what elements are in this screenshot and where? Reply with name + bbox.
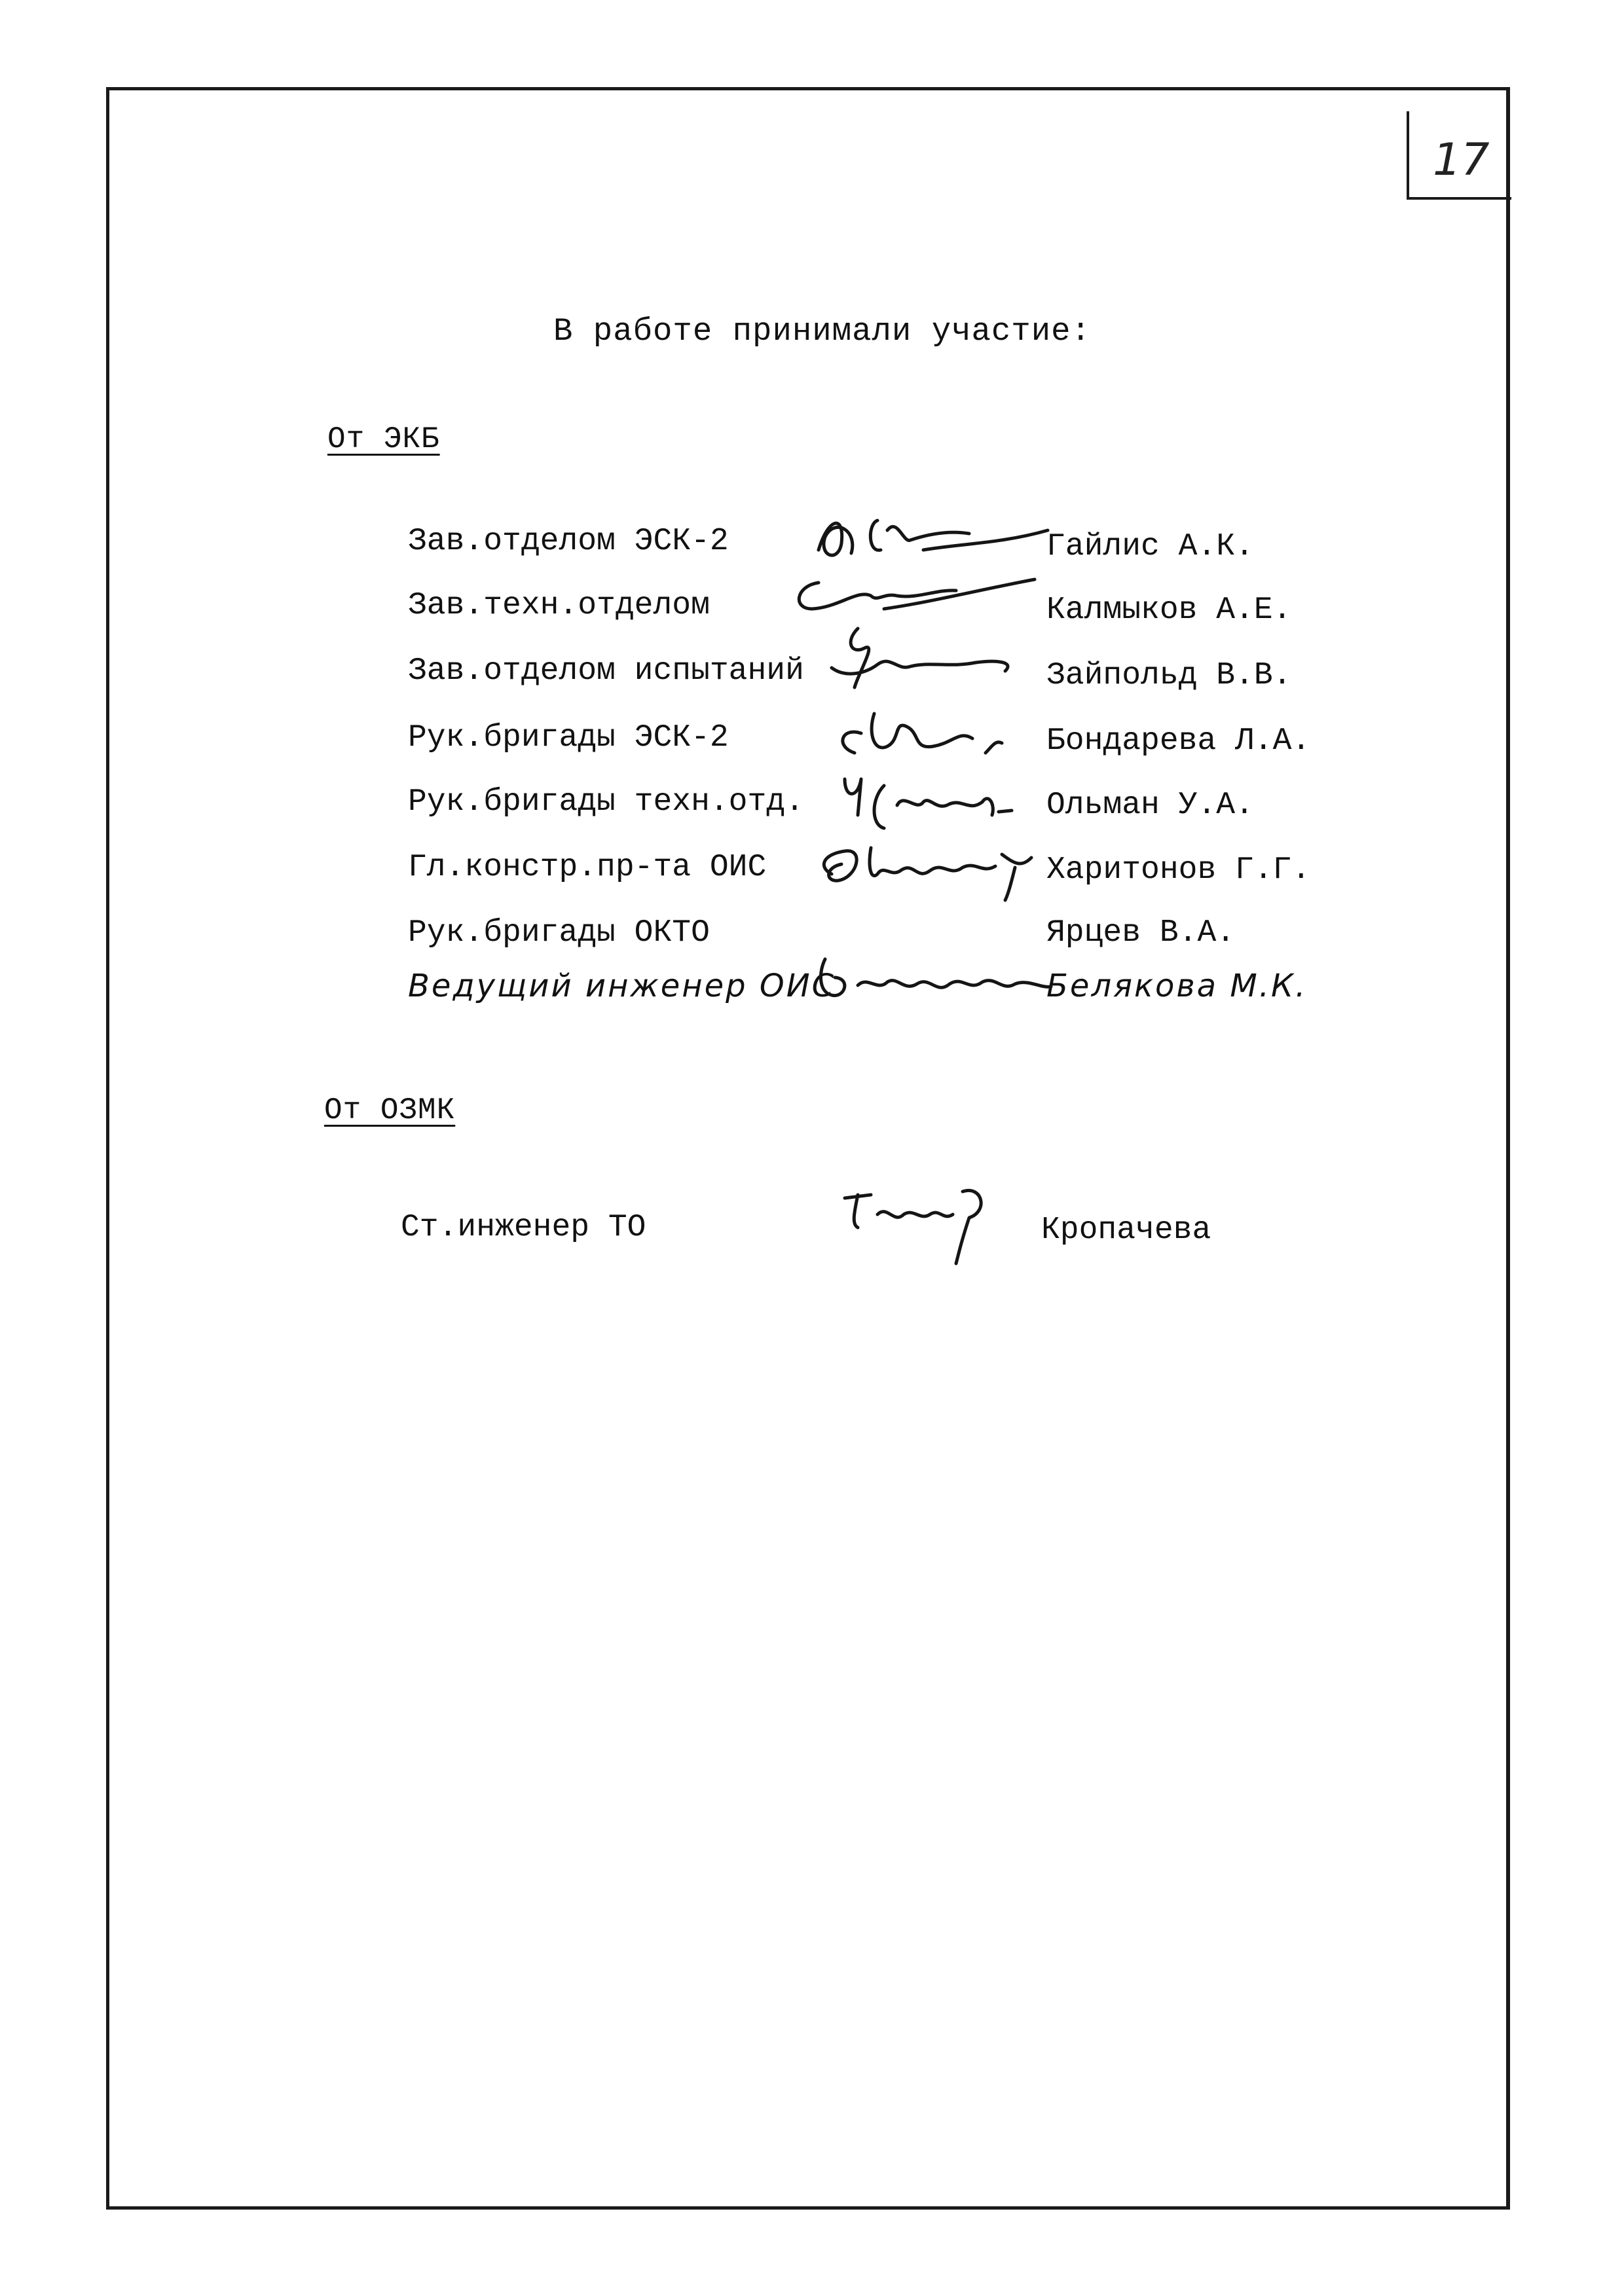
- signature-olman: [832, 766, 1054, 838]
- person-name: Гайлис А.К.: [1046, 529, 1254, 564]
- person-name: Ярцев В.А.: [1046, 915, 1236, 951]
- page-number: 17: [1433, 134, 1490, 186]
- person-name: Зайпольд В.В.: [1046, 658, 1292, 693]
- position-label: Зав.отделом ЭСК-2: [408, 524, 729, 559]
- person-name: Кропачева: [1041, 1212, 1211, 1248]
- page-frame: [106, 87, 1510, 2210]
- position-label: Рук.бригады техн.отд.: [408, 784, 804, 820]
- section-heading-ozmk: От ОЗМК: [324, 1093, 456, 1127]
- position-label: Зав.отделом испытаний: [408, 653, 804, 689]
- signature-kharitonov: [805, 828, 1054, 907]
- person-name: Ольман У.А.: [1046, 788, 1254, 823]
- person-name: Харитонов Г.Г.: [1046, 852, 1311, 888]
- position-label: Рук.бригады ЭСК-2: [408, 720, 729, 756]
- signature-kropacheva: [832, 1178, 1002, 1270]
- page-title: В работе принимали участие:: [553, 313, 1091, 350]
- position-label: Зав.техн.отделом: [408, 588, 710, 623]
- signature-bondareva: [828, 694, 1051, 766]
- signature-zaipold: [819, 615, 1028, 701]
- person-name: Бондарева Л.А.: [1046, 723, 1311, 759]
- position-label: Рук.бригады ОКТО: [408, 915, 710, 951]
- position-label: Гл.констр.пр-та ОИС: [408, 850, 767, 885]
- signature-belyakova: [805, 946, 1054, 1011]
- person-name-handwritten: Белякова М.К.: [1046, 968, 1308, 1004]
- person-name: Калмыков А.Е.: [1046, 592, 1292, 628]
- position-label: Ст.инженер ТО: [401, 1210, 646, 1245]
- position-label-handwritten: Ведущий инженер ОИС: [408, 968, 836, 1004]
- section-heading-ekb: От ЭКБ: [327, 422, 440, 456]
